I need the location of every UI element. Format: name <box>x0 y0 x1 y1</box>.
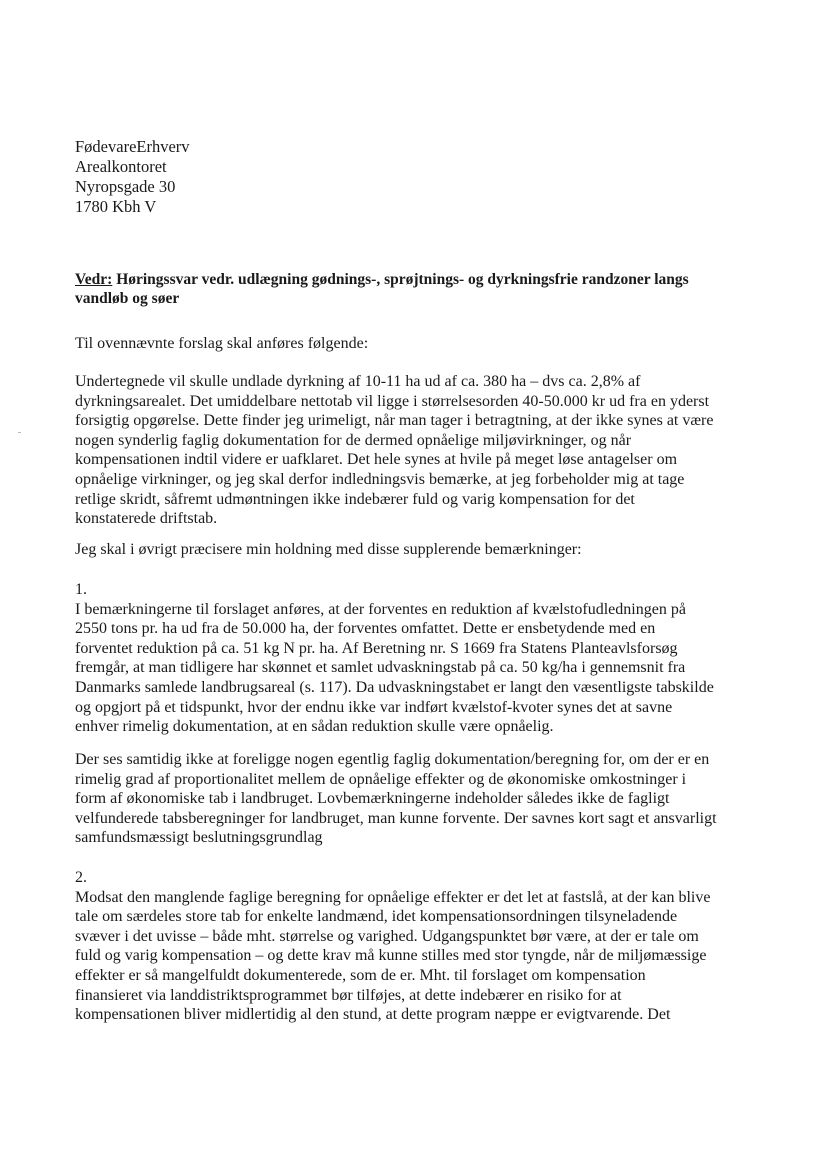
text-line: svæver i det uvisse – både mht. størrelse og varighed. Udgangspunktet bør være, at der er tale om <box>75 927 699 945</box>
text-line: Undertegnede vil skulle undlade dyrkning af 10-11 ha ud af ca. 380 ha – dvs ca. 2,8% af <box>75 373 641 390</box>
text-line: konstaterede driftstab. <box>75 510 218 528</box>
text-line: og opgjort på et tidspunkt, hvor der endnu ikke var indført kvælstof-kvoter synes det at savne <box>75 698 673 716</box>
text-line: nogen synderlig faglig dokumentation for de dermed opnåelige miljøvirkninger, og når <box>75 431 632 449</box>
text-line: forsigtig opgørelse. Dette finder jeg urimeligt, når man tager i betragtning, at der ikke synes at være <box>75 412 714 430</box>
text-line: rimelig grad af proportionalitet mellem de opnåelige effekter og de økonomiske omkostninger i <box>75 770 687 788</box>
text-line: opnåelige virkninger, og jeg skal derfor indledningsvis bemærke, at jeg forbeholder mig at tage <box>75 470 685 488</box>
text-line: form af økonomiske tab i landbruget. Lovbemærkningerne indeholder således ikke de fagligt <box>75 790 670 808</box>
text-line: samfundsmæssigt beslutningsgrundlag <box>75 829 323 847</box>
text-line: kompensationen bliver midlertidig al den stund, at dette program næppe er evigtvarende. Det <box>75 1006 671 1024</box>
paragraph-3 <box>75 580 765 737</box>
text-line: kompensationen indtil videre er uafklaret. Det hele synes at hvile på meget løse antagelser om <box>75 451 678 469</box>
paragraph-intro <box>75 334 765 354</box>
text-line: Der ses samtidig ikke at foreligge nogen egentlig faglig dokumentation/beregning for, om der er en <box>75 751 710 768</box>
text-line: dyrkningsarealet. Det umiddelbare nettotab vil ligge i størrelsesorden 40-50.000 kr ud fra en yderst <box>75 392 710 410</box>
text-line: 1. <box>75 581 87 598</box>
text-line: Modsat den manglende faglige beregning for opnåelige effekter er det let at fastslå, at der kan blive <box>75 888 711 906</box>
subject-text: Høringssvar vedr. udlægning gødnings-, sprøjtnings- og dyrkningsfrie randzoner langs <box>112 271 689 288</box>
text-line: tale om særdeles store tab for enkelte landmænd, idet kompensationsordningen tilsyneladende <box>75 908 678 926</box>
address-line: FødevareErhverv <box>75 137 190 156</box>
paragraph-5 <box>75 868 765 1025</box>
text-line: effekter er så mangelfuldt dokumenterede, som de er. Mht. til forslaget om kompensation <box>75 966 646 984</box>
text-line: 2. <box>75 869 87 886</box>
text-line: Til ovennævnte forslag skal anføres følgende: <box>75 335 369 352</box>
address-line: 1780 Kbh V <box>75 197 157 216</box>
paragraph-4 <box>75 750 765 848</box>
address-line: Arealkontoret <box>75 157 167 176</box>
text-line: forventet reduktion på ca. 51 kg N pr. ha. Af Beretning nr. S 1669 fra Statens Planteavlsforsøg <box>75 639 678 657</box>
paragraph-1 <box>75 372 765 529</box>
text-line: velfunderede tabsberegninger for landbruget, man kunne forvente. Der savnes kort sagt et ansvarligt <box>75 809 717 827</box>
scan-mark <box>18 432 21 433</box>
address-line: Nyropsgade 30 <box>75 177 176 196</box>
text-line: retlige skridt, såfremt udmøntningen ikke indebærer fuld og varig kompensation for det <box>75 490 635 508</box>
text-line: Danmarks samlede landbrugsareal (s. 117). Da udvaskningstabet er langt den væsentligste tabskilde <box>75 678 714 696</box>
text-line: finansieret via landdistriktsprogrammet bør tilføjes, at dette indebærer en risiko for at <box>75 986 622 1004</box>
recipient-address <box>75 137 190 217</box>
text-line: I bemærkningerne til forslaget anføres, at der forventes en reduktion af kvælstofudledningen på <box>75 600 686 618</box>
text-line: fuld og varig kompensation – og dette krav må kunne stilles med stor tyngde, når de miljømæssige <box>75 947 707 965</box>
text-line: enhver rimelig dokumentation, at en sådan reduktion skulle være opnåelig. <box>75 718 554 736</box>
text-line: fremgår, at man tidligere har skønnet et samlet udvaskningstab på ca. 50 kg/ha i gennemsnit fra <box>75 659 686 677</box>
text-line: Jeg skal i øvrigt præcisere min holdning med disse supplerende bemærkninger: <box>75 541 582 558</box>
paragraph-2 <box>75 540 765 560</box>
subject-line <box>75 270 765 308</box>
text-line: 2550 tons pr. ha ud fra de 50.000 ha, der forventes omfattet. Dette er ensbetydende med en <box>75 620 656 638</box>
subject-text-cont: vandløb og søer <box>75 290 180 307</box>
subject-label: Vedr: <box>75 271 113 288</box>
